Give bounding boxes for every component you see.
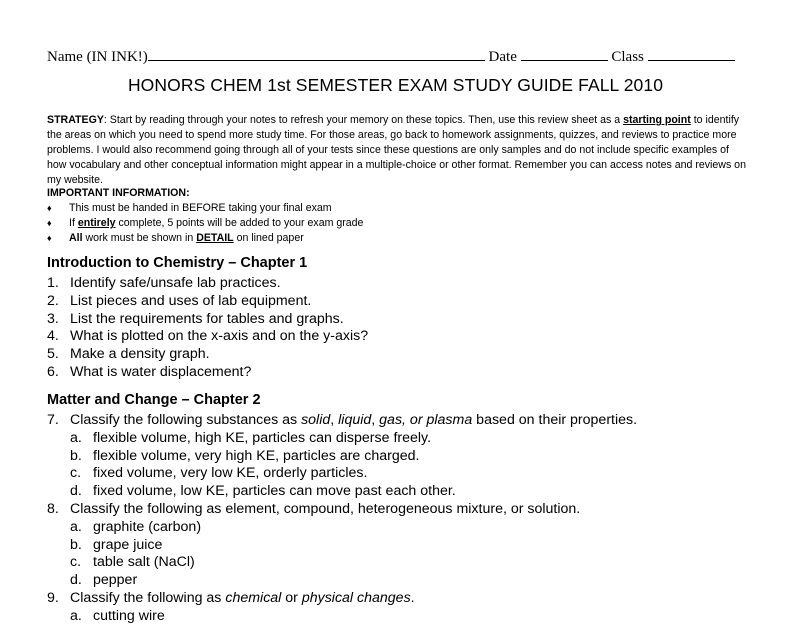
sub-question-letter: a. xyxy=(70,607,82,624)
important-item-text: work must be shown in xyxy=(82,232,197,244)
sub-question-letter: c. xyxy=(70,465,82,482)
strategy-emphasis: starting point xyxy=(623,114,691,126)
question-text: Identify safe/unsafe lab practices. xyxy=(70,275,281,291)
important-list xyxy=(47,201,363,246)
section-heading-chapter-1: Introduction to Chemistry – Chapter 1 xyxy=(47,255,308,271)
class-label: Class xyxy=(611,49,644,65)
question-text: Classify the following substances as xyxy=(70,412,302,428)
chapter-1-question-list xyxy=(47,275,368,382)
date-label: Date xyxy=(488,49,517,65)
class-blank xyxy=(648,46,735,61)
question-text: List pieces and uses of lab equipment. xyxy=(70,292,312,309)
sub-question-letter: d. xyxy=(70,483,82,500)
question-text: , xyxy=(371,412,380,428)
sub-question-letter: a. xyxy=(70,518,82,535)
question-number: 4. xyxy=(47,328,59,345)
sub-question-item xyxy=(47,537,637,555)
sub-question-text: table salt (NaCl) xyxy=(93,554,195,571)
diamond-bullet-icon: ♦ xyxy=(47,218,52,228)
diamond-bullet-icon: ♦ xyxy=(47,203,52,213)
diamond-bullet-icon: ♦ xyxy=(47,233,52,243)
question-item xyxy=(47,275,368,293)
question-item xyxy=(47,590,637,608)
name-blank xyxy=(148,46,485,61)
sub-question-item xyxy=(47,608,637,626)
sub-question-text: flexible volume, very high KE, particles are charged. xyxy=(93,447,420,464)
important-item-text: This must be handed in BEFORE taking your final exam xyxy=(69,202,332,214)
sub-question-item xyxy=(47,430,637,448)
sub-question-item xyxy=(47,554,637,572)
question-text: , xyxy=(330,412,339,428)
important-emphasis: entirely xyxy=(77,217,116,229)
sub-question-text: fixed volume, low KE, particles can move past each other. xyxy=(93,483,456,500)
sub-question-letter: c. xyxy=(70,554,82,571)
page-title: HONORS CHEM 1st SEMESTER EXAM STUDY GUIDE FALL 2010 xyxy=(127,75,664,95)
section-heading-chapter-2: Matter and Change – Chapter 2 xyxy=(47,392,261,408)
important-emphasis: All xyxy=(69,232,83,244)
question-text: Classify the following as xyxy=(70,589,226,606)
sub-question-letter: b. xyxy=(70,536,82,553)
question-text: What is water displacement? xyxy=(70,363,252,380)
name-label: Name (IN INK!) xyxy=(47,49,148,65)
question-item xyxy=(47,311,368,329)
question-item xyxy=(47,364,368,382)
question-text: or xyxy=(281,589,302,606)
question-text: based on their properties. xyxy=(472,412,638,428)
question-emphasis: physical changes xyxy=(301,589,411,606)
sub-question-text: grape juice xyxy=(93,536,163,553)
important-item-text: complete, 5 points will be added to your exam grade xyxy=(115,217,364,229)
question-emphasis: chemical xyxy=(225,589,282,606)
important-item xyxy=(47,201,363,216)
question-item xyxy=(47,293,368,311)
sub-question-item xyxy=(47,572,637,590)
question-emphasis: solid xyxy=(301,412,331,428)
question-text: What is plotted on the x-axis and on the y-axis? xyxy=(70,328,369,345)
strategy-label: STRATEGY xyxy=(47,114,104,126)
sub-question-text: flexible volume, high KE, particles can disperse freely. xyxy=(93,429,432,446)
question-emphasis: liquid xyxy=(338,412,372,428)
important-emphasis: DETAIL xyxy=(196,232,234,244)
sub-question-letter: b. xyxy=(70,447,82,464)
header-line xyxy=(47,46,735,66)
important-heading: IMPORTANT INFORMATION: xyxy=(47,187,190,199)
date-blank xyxy=(521,46,608,61)
question-text: Classify the following as element, compound, heterogeneous mixture, or solution. xyxy=(70,500,581,517)
sub-question-item xyxy=(47,448,637,466)
question-item xyxy=(47,328,368,346)
sub-question-item xyxy=(47,519,637,537)
question-number: 9. xyxy=(47,589,59,606)
question-text: Make a density graph. xyxy=(70,346,210,363)
question-emphasis: gas, or plasma xyxy=(379,412,473,428)
question-number: 5. xyxy=(47,346,59,363)
strategy-text-before: : Start by reading through your notes to refresh your memory on these topics. Then, use this review sheet as a xyxy=(103,114,624,126)
question-number: 2. xyxy=(47,292,59,309)
question-text: . xyxy=(410,589,415,606)
question-item xyxy=(47,346,368,364)
sub-question-letter: a. xyxy=(70,429,82,446)
sub-question-text: graphite (carbon) xyxy=(93,518,202,535)
question-number: 1. xyxy=(47,275,59,291)
important-item xyxy=(47,216,363,231)
sub-question-item xyxy=(47,483,637,501)
chapter-2-question-list xyxy=(47,412,637,626)
strategy-paragraph xyxy=(47,113,747,188)
question-item xyxy=(47,412,637,430)
sub-question-text: pepper xyxy=(93,572,138,589)
question-number: 3. xyxy=(47,310,59,327)
important-item-text: on lined paper xyxy=(233,232,304,244)
sub-question-text: cutting wire xyxy=(93,607,165,624)
sub-question-letter: d. xyxy=(70,572,82,589)
strategy-text-after: to identify the areas on which you need to spend more study time. For those areas, go back to homework assignments, quizzes, and reviews to practice more problems. I would also recommend going through all of your tests since these questions are only samples and do not include specific examples of how vocabulary and other conceptual information might appear in a multiple-choice or other format. Remember you can access notes and reviews on my website. xyxy=(47,114,746,186)
question-number: 8. xyxy=(47,500,59,517)
sub-question-text: fixed volume, very low KE, orderly particles. xyxy=(93,465,368,482)
question-item xyxy=(47,501,637,519)
question-number: 7. xyxy=(47,412,59,428)
question-text: List the requirements for tables and graphs. xyxy=(70,310,344,327)
sub-question-item xyxy=(47,465,637,483)
important-item-text: If xyxy=(69,217,78,229)
question-number: 6. xyxy=(47,363,59,380)
important-item xyxy=(47,231,363,246)
